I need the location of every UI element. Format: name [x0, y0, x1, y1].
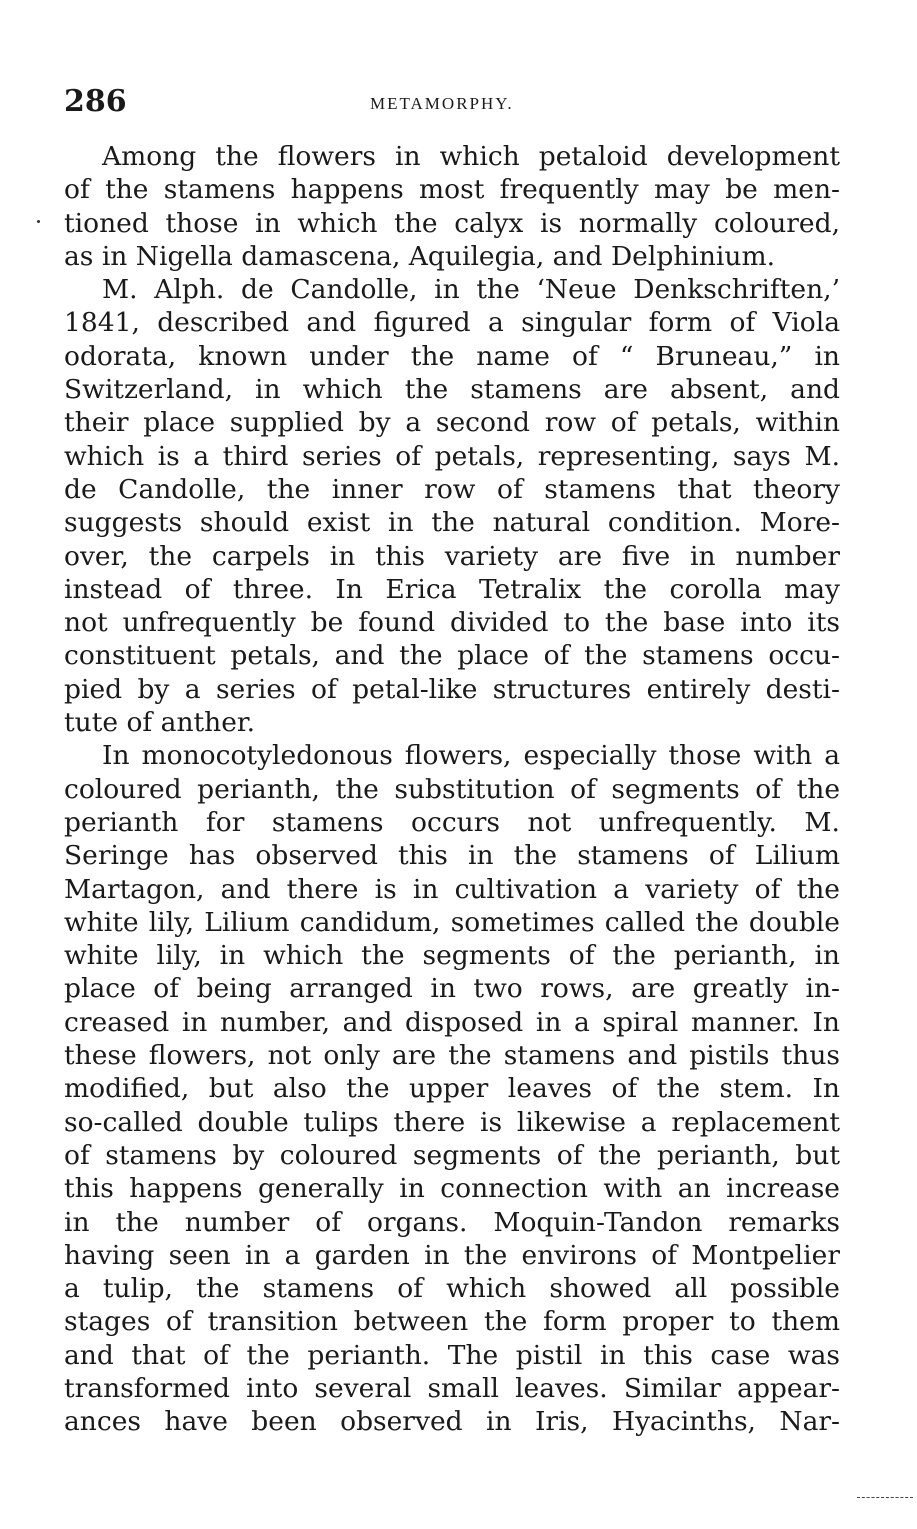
text-line: as in Nigella damascena, Aquilegia, and Delphinium. [64, 240, 776, 272]
text-line: creased in number, and disposed in a spiral manner. In [64, 1006, 840, 1038]
text-line: of the stamens happens most frequently may be men- [64, 174, 840, 206]
text-line: pied by a series of petal-like structures entirely desti- [64, 673, 840, 705]
text-line: Switzerland, in which the stamens are absent, and [64, 374, 840, 406]
text-line: place of being arranged in two rows, are greatly in- [64, 973, 840, 1005]
text-line: de Candolle, the inner row of stamens that theory [64, 473, 840, 505]
text-line: in the number of organs. Moquin-Tandon remarks [64, 1206, 840, 1238]
page-number: 286 [64, 84, 127, 119]
text-line: odorata, known under the name of “ Bruneau,” in [64, 340, 840, 372]
text-line: suggests should exist in the natural condition. More- [64, 507, 840, 539]
text-line: white lily, Lilium candidum, sometimes called the double [64, 906, 840, 938]
text-line: of stamens by coloured segments of the perianth, but [64, 1139, 840, 1171]
text-line: instead of three. In Erica Tetralix the corolla may [64, 573, 840, 605]
text-line: modified, but also the upper leaves of the stem. In [64, 1073, 840, 1105]
text-line: these flowers, not only are the stamens and pistils thus [64, 1040, 840, 1072]
text-line: this happens generally in connection with an increase [64, 1173, 840, 1205]
text-line: their place supplied by a second row of petals, within [64, 407, 840, 439]
text-line: tute of anther. [64, 707, 256, 739]
text-line: Martagon, and there is in cultivation a variety of the [64, 873, 840, 905]
text-line: a tulip, the stamens of which showed all possible [64, 1273, 840, 1305]
text-line: 1841, described and figured a singular form of Viola [64, 307, 840, 339]
text-line: In monocotyledonous flowers, especially those with a [102, 740, 840, 772]
text-line: which is a third series of petals, representing, says M. [64, 440, 840, 472]
text-line: perianth for stamens occurs not unfrequently. M. [64, 806, 840, 838]
text-line: M. Alph. de Candolle, in the ‘Neue Denkschriften,’ [102, 274, 840, 306]
text-line: Seringe has observed this in the stamens of Lilium [64, 840, 840, 872]
text-line: tioned those in which the calyx is normally coloured, [64, 207, 840, 239]
text-line: having seen in a garden in the environs of Montpelier [64, 1239, 840, 1271]
stray-ink-mark [37, 220, 40, 223]
text-line: stages of transition between the form proper to them [64, 1306, 840, 1338]
text-line: constituent petals, and the place of the stamens occu- [64, 640, 840, 672]
running-head [64, 84, 840, 124]
text-line: and that of the perianth. The pistil in this case was [64, 1339, 840, 1371]
body-text [64, 140, 840, 1439]
catchword-rule [857, 1497, 913, 1498]
running-title: METAMORPHY. [370, 94, 514, 113]
text-line: white lily, in which the segments of the perianth, in [64, 940, 840, 972]
text-line: ances have been observed in Iris, Hyacinths, Nar- [64, 1406, 840, 1438]
text-line: transformed into several small leaves. Similar appear- [64, 1372, 840, 1404]
text-line: coloured perianth, the substitution of segments of the [64, 773, 840, 805]
text-line: over, the carpels in this variety are five in number [64, 540, 840, 572]
text-line: so-called double tulips there is likewise a replacement [64, 1106, 840, 1138]
text-line: Among the flowers in which petaloid development [102, 141, 840, 172]
text-line: not unfrequently be found divided to the base into its [64, 607, 840, 639]
